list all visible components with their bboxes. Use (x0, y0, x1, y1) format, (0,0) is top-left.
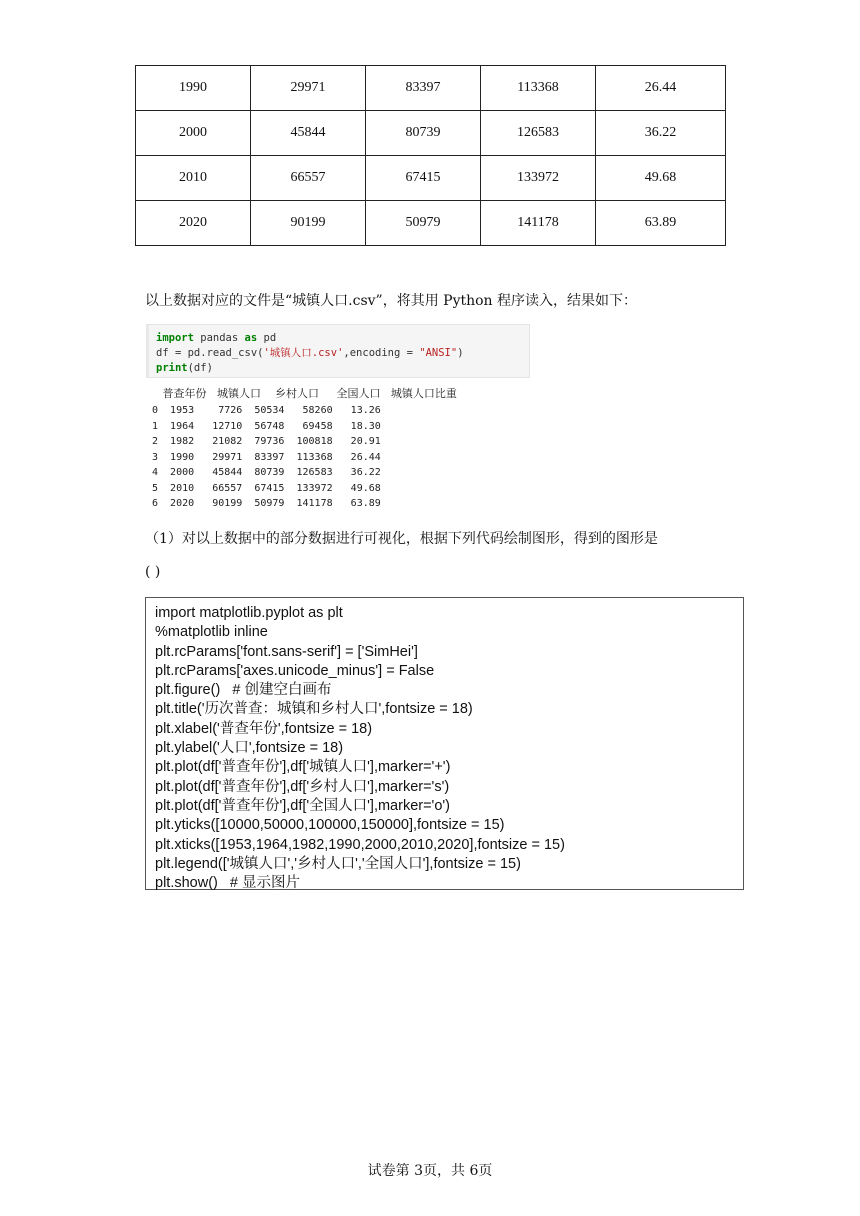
dataframe-row: 3 1990 29971 83397 113368 26.44 (152, 451, 381, 463)
code-line: plt.plot(df['普查年份'],df['乡村人口'],marker='s') (155, 778, 450, 795)
dataframe-row: 5 2010 66557 67415 133972 49.68 (152, 482, 381, 494)
code-token: import (156, 332, 194, 344)
code-line: plt.ylabel('人口',fontsize = 18) (155, 740, 344, 757)
table-row (136, 66, 726, 111)
table-cell: 2000 (136, 111, 251, 156)
table-row (136, 201, 726, 246)
code-token: "ANSI" (419, 347, 458, 359)
table-cell: 141178 (481, 201, 596, 246)
code-line: plt.legend(['城镇人口','乡村人口','全国人口'],fontsize = 15) (155, 855, 521, 872)
table-cell: 126583 (481, 111, 596, 156)
table-cell: 29971 (251, 66, 366, 111)
table-cell: 2010 (136, 156, 251, 201)
code-token: as (244, 332, 258, 344)
code-line: plt.plot(df['普查年份'],df['城镇人口'],marker='+') (155, 759, 451, 776)
answer-blank: ( ) (145, 564, 161, 580)
notebook-code-cell (146, 324, 530, 378)
table-cell: 50979 (366, 201, 481, 246)
code-token: df = pd.read_csv( (156, 347, 264, 359)
table-cell: 49.68 (596, 156, 726, 201)
code-line: plt.xlabel('普查年份',fontsize = 18) (155, 720, 373, 737)
question-text: （1）对以上数据中的部分数据进行可视化，根据下列代码绘制图形，得到的图形是 (145, 531, 658, 547)
intro-text: 以上数据对应的文件是“城镇人口.csv”，将其用 Python 程序读入，结果如下： (145, 293, 638, 309)
code-token: '城镇人口.csv' (263, 347, 344, 359)
code-token: pandas (193, 332, 245, 344)
code-line: plt.xticks([1953,1964,1982,1990,2000,2010,2020],fontsize = 15) (155, 836, 565, 853)
code-token: pd (257, 332, 277, 344)
dataframe-row: 4 2000 45844 80739 126583 36.22 (152, 467, 381, 478)
dataframe-row: 2 1982 21082 79736 100818 20.91 (152, 436, 381, 447)
table-cell: 90199 (251, 201, 366, 246)
code-line: plt.plot(df['普查年份'],df['全国人口'],marker='o') (155, 797, 450, 814)
table-cell: 67415 (366, 156, 481, 201)
matplotlib-code-box (145, 597, 744, 890)
table-cell: 63.89 (596, 201, 726, 246)
table-cell: 36.22 (596, 111, 726, 156)
code-line: import matplotlib.pyplot as plt (155, 605, 343, 621)
table-row (136, 111, 726, 156)
dataframe-row: 1 1964 12710 56748 69458 18.30 (152, 420, 381, 432)
page-footer: 试卷第 3页，共 6页 (367, 1163, 493, 1179)
table-cell: 80739 (366, 111, 481, 156)
census-table (135, 65, 726, 246)
table-cell: 45844 (251, 111, 366, 156)
notebook-code-line (156, 361, 529, 376)
notebook-code-line (156, 346, 529, 361)
table-cell: 2020 (136, 201, 251, 246)
table-row (136, 156, 726, 201)
dataframe-header: 普查年份 城镇人口 乡村人口 全国人口 城镇人口比重 (152, 387, 457, 400)
table-cell: 26.44 (596, 66, 726, 111)
code-line: plt.figure() # 创建空白画布 (155, 682, 332, 699)
code-token: (df) (187, 362, 213, 374)
code-line: plt.show() # 显示图片 (155, 875, 301, 892)
dataframe-output (152, 385, 457, 512)
code-line: %matplotlib inline (155, 624, 268, 641)
notebook-code-line (156, 331, 529, 346)
code-token: print (156, 362, 188, 374)
dataframe-row: 0 1953 7726 50534 58260 13.26 (152, 405, 381, 416)
dataframe-row: 6 2020 90199 50979 141178 63.89 (152, 498, 381, 509)
code-line: plt.rcParams['axes.unicode_minus'] = False (155, 662, 435, 679)
table-cell: 1990 (136, 66, 251, 111)
code-token: ,encoding = (343, 347, 420, 359)
table-cell: 66557 (251, 156, 366, 201)
code-token: ) (457, 347, 464, 359)
table-cell: 83397 (366, 66, 481, 111)
code-line: plt.yticks([10000,50000,100000,150000],fontsize = 15) (155, 817, 505, 834)
code-line: plt.title('历次普查：城镇和乡村人口',fontsize = 18) (155, 701, 473, 718)
table-cell: 113368 (481, 66, 596, 111)
table-cell: 133972 (481, 156, 596, 201)
code-line: plt.rcParams['font.sans-serif'] = ['SimHei'] (155, 643, 418, 660)
